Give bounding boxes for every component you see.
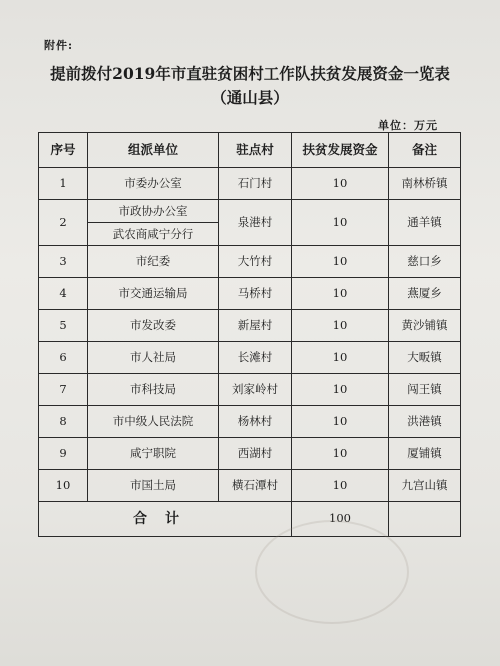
assigning-unit: 市科技局	[88, 374, 219, 406]
village: 马桥村	[219, 278, 292, 310]
note: 闯王镇	[389, 374, 461, 406]
table-row	[39, 200, 461, 246]
row-number: 4	[39, 278, 88, 310]
table-row	[39, 246, 461, 278]
fund-amount: 10	[292, 200, 389, 246]
table-header-row	[39, 133, 461, 168]
unit-label: 单位：万元	[378, 119, 438, 132]
fund-table	[38, 132, 461, 537]
note: 洪港镇	[389, 406, 461, 438]
note: 厦铺镇	[389, 438, 461, 470]
row-number: 1	[39, 168, 88, 200]
assigning-unit: 市发改委	[88, 310, 219, 342]
row-number: 8	[39, 406, 88, 438]
header-cell: 驻点村	[219, 133, 292, 168]
note: 黄沙铺镇	[389, 310, 461, 342]
assigning-unit: 市国土局	[88, 470, 219, 502]
assigning-unit: 市人社局	[88, 342, 219, 374]
total-label-text: 合计	[133, 510, 197, 527]
note: 通羊镇	[389, 200, 461, 246]
fund-amount: 10	[292, 438, 389, 470]
row-number: 5	[39, 310, 88, 342]
fund-amount: 10	[292, 278, 389, 310]
note: 大畈镇	[389, 342, 461, 374]
assigning-unit-a: 市政协办公室	[88, 200, 218, 223]
assigning-unit	[88, 200, 219, 246]
total-fund: 100	[292, 502, 389, 537]
attachment-label: 附件:	[44, 39, 74, 52]
table-row	[39, 374, 461, 406]
total-label	[39, 502, 292, 537]
assigning-unit: 市委办公室	[88, 168, 219, 200]
fund-amount: 10	[292, 310, 389, 342]
note: 南林桥镇	[389, 168, 461, 200]
document-subtitle: （通山县）	[211, 88, 289, 107]
village: 横石潭村	[219, 470, 292, 502]
fund-amount: 10	[292, 246, 389, 278]
total-note	[389, 502, 461, 537]
assigning-unit: 咸宁职院	[88, 438, 219, 470]
assigning-unit: 市中级人民法院	[88, 406, 219, 438]
header-cell: 组派单位	[88, 133, 219, 168]
faded-seal	[255, 520, 409, 624]
village: 泉港村	[219, 200, 292, 246]
table-row	[39, 168, 461, 200]
assigning-unit-b: 武农商咸宁分行	[112, 227, 194, 241]
table-row	[39, 438, 461, 470]
fund-amount: 10	[292, 470, 389, 502]
table-row	[39, 310, 461, 342]
note: 九宫山镇	[389, 470, 461, 502]
document-title: 提前拨付2019年市直驻贫困村工作队扶贫发展资金一览表	[50, 64, 450, 83]
table-row	[39, 470, 461, 502]
header-cell: 备注	[389, 133, 461, 168]
village: 新屋村	[219, 310, 292, 342]
row-number: 3	[39, 246, 88, 278]
table-row	[39, 278, 461, 310]
fund-amount: 10	[292, 406, 389, 438]
row-number: 9	[39, 438, 88, 470]
fund-amount: 10	[292, 168, 389, 200]
village: 长滩村	[219, 342, 292, 374]
total-row	[39, 502, 461, 537]
note: 燕厦乡	[389, 278, 461, 310]
row-number: 10	[39, 470, 88, 502]
fund-amount: 10	[292, 342, 389, 374]
village: 石门村	[219, 168, 292, 200]
row-number: 7	[39, 374, 88, 406]
note: 慈口乡	[389, 246, 461, 278]
row-number: 2	[39, 200, 88, 246]
row-number: 6	[39, 342, 88, 374]
table-row	[39, 342, 461, 374]
header-cell: 扶贫发展资金	[292, 133, 389, 168]
village: 大竹村	[219, 246, 292, 278]
village: 西湖村	[219, 438, 292, 470]
header-cell: 序号	[39, 133, 88, 168]
assigning-unit: 市交通运输局	[88, 278, 219, 310]
village: 杨林村	[219, 406, 292, 438]
village: 刘家岭村	[219, 374, 292, 406]
table-row	[39, 406, 461, 438]
assigning-unit: 市纪委	[88, 246, 219, 278]
fund-amount: 10	[292, 374, 389, 406]
